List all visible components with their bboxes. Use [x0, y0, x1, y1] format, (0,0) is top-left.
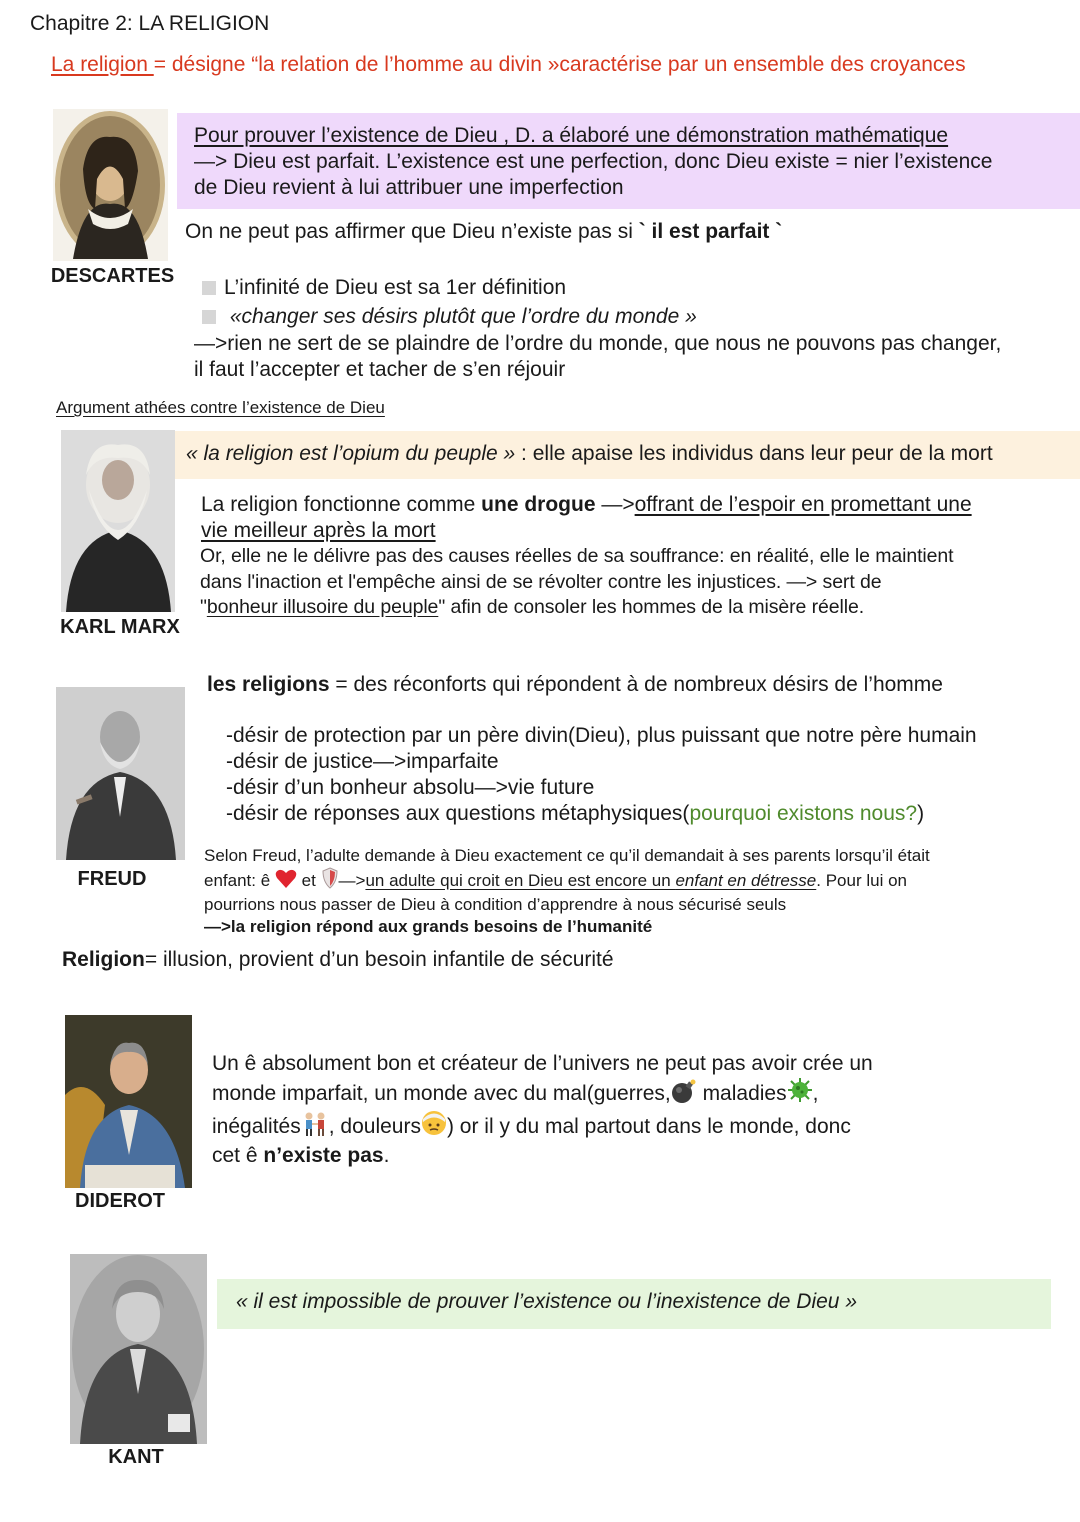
text: .: [383, 1144, 390, 1167]
people-holding-hands-icon: [301, 1112, 329, 1143]
text: ": [200, 596, 207, 618]
text: = illusion, provient d’un besoin infantile de sécurité: [144, 948, 614, 971]
text: enfant: ê: [204, 870, 275, 890]
underlined-text: [365, 871, 816, 890]
diderot-name: DIDEROT: [75, 1190, 165, 1212]
quote-suffix: : elle apaise les individus dans leur peur de la mort: [515, 442, 993, 465]
text: —>: [338, 870, 366, 890]
religion-summary: [62, 947, 614, 973]
text: -désir de réponses aux questions métaphysiques(: [226, 802, 690, 825]
descartes-statement: [185, 219, 782, 245]
descartes-portrait: [53, 109, 168, 261]
desire-item: [226, 801, 977, 827]
conclusion-line: —>rien ne sert de se plaindre de l’ordre du monde, que nous ne pouvons pas changer,: [194, 332, 1002, 355]
bold-text: Religion: [62, 948, 145, 971]
text: " afin de consoler les hommes de la misère réelle.: [438, 596, 865, 618]
green-text: pourquoi existons nous?: [689, 802, 918, 825]
injured-face-icon: [421, 1110, 447, 1143]
marx-quote: [186, 441, 993, 467]
freud-portrait: [56, 687, 185, 860]
proof-line: de Dieu revient à lui attribuer une imperfection: [194, 176, 624, 199]
statement-bold: ` il est parfait `: [638, 220, 783, 243]
descartes-bullet-2: [202, 304, 697, 330]
text-line: Or, elle ne le délivre pas des causes réelles de sa souffrance: en réalité, elle le maintient: [200, 545, 954, 567]
underlined-text: vie meilleur après la mort: [201, 519, 436, 542]
text: cet ê: [212, 1144, 264, 1167]
text-line: Selon Freud, l’adulte demande à Dieu exactement ce qu’il demandait à ses parents lorsqu’il était: [204, 846, 930, 865]
descartes-proof: [194, 123, 992, 201]
text: ) or il y du mal partout dans le monde, donc: [446, 1115, 851, 1138]
kant-name: KANT: [108, 1446, 164, 1468]
freud-desires-list: [226, 723, 977, 827]
proof-heading: Pour prouver l’existence de Dieu , D. a élaboré une démonstration mathématique: [194, 124, 949, 147]
underlined-text: offrant de l’espoir en promettant une: [634, 493, 972, 516]
bold-text: n’existe pas: [263, 1144, 384, 1167]
italic-text: enfant en détresse: [675, 870, 817, 890]
marx-portrait: [61, 430, 175, 612]
text: monde imparfait, un monde avec du mal(guerres,: [212, 1082, 671, 1105]
proof-line: —> Dieu est parfait. L’existence est une perfection, donc Dieu existe = nier l’existence: [194, 150, 993, 173]
definition-term: La religion: [51, 53, 154, 76]
quote-text: « la religion est l’opium du peuple »: [186, 442, 516, 465]
shield-icon: [321, 867, 339, 895]
text: maladies: [696, 1082, 787, 1105]
definition-text: = désigne “la relation de l’homme au divin »caractérise par un ensemble des croyances: [153, 53, 966, 76]
text: . Pour lui on: [816, 870, 907, 890]
text: ,: [812, 1082, 819, 1105]
freud-intro: [207, 672, 943, 698]
text-line: Un ê absolument bon et créateur de l’univers ne peut pas avoir crée un: [212, 1052, 873, 1075]
desire-item: -désir de justice—>imparfaite: [226, 750, 499, 773]
kant-portrait: [70, 1254, 207, 1444]
checkbox-icon: [202, 281, 216, 295]
text: inégalités: [212, 1115, 301, 1138]
freud-note: [204, 845, 930, 937]
heart-icon: [275, 869, 297, 895]
marx-name: KARL MARX: [60, 616, 180, 638]
descartes-conclusion: [194, 331, 1001, 383]
virus-icon: [787, 1077, 813, 1110]
marx-paragraph-2: [200, 544, 953, 621]
text-line: pourrions nous passer de Dieu à condition d’apprendre à nous sécurisé seuls: [204, 895, 787, 914]
kant-quote: « il est impossible de prouver l’existence ou l’inexistence de Dieu »: [236, 1290, 857, 1313]
text: , douleurs: [328, 1115, 421, 1138]
text-line: dans l'inaction et l'empêche ainsi de se révolter contre les injustices. —> sert de: [200, 570, 882, 593]
marx-paragraph-1: [201, 492, 972, 544]
desire-item: -désir d’un bonheur absolu—>vie future: [226, 776, 595, 799]
definition: [51, 52, 966, 78]
text: = des réconforts qui répondent à de nombreux désirs de l’homme: [329, 673, 943, 696]
bullet-text: L’infinité de Dieu est sa 1er définition: [224, 276, 567, 299]
checkbox-icon: [202, 310, 216, 324]
conclusion-line: il faut l’accepter et tacher de s’en réjouir: [194, 358, 566, 381]
descartes-bullet-1: [202, 275, 566, 301]
bold-text: les religions: [207, 673, 330, 696]
text: La religion fonctionne comme: [201, 493, 482, 516]
underlined-text: bonheur illusoire du peuple: [206, 596, 439, 618]
bold-text: une drogue: [481, 493, 596, 516]
descartes-name: DESCARTES: [50, 265, 175, 287]
statement-text: On ne peut pas affirmer que Dieu n’existe pas si: [185, 220, 639, 243]
bullet-text: «changer ses désirs plutôt que l’ordre du monde »: [229, 305, 697, 328]
text: ): [917, 802, 925, 825]
chapter-title: Chapitre 2: LA RELIGION: [30, 12, 270, 35]
freud-name: FREUD: [77, 868, 147, 890]
diderot-portrait: [65, 1015, 192, 1188]
desire-item: -désir de protection par un père divin(Dieu), plus puissant que notre père humain: [226, 724, 977, 747]
bold-line: —>la religion répond aux grands besoins de l’humanité: [204, 916, 653, 936]
text: un adulte qui croit en Dieu est encore un: [365, 870, 676, 890]
text: et: [296, 870, 321, 890]
section-heading-atheist: Argument athées contre l’existence de Dieu: [56, 398, 385, 417]
bomb-icon: [671, 1079, 697, 1110]
diderot-paragraph: [212, 1051, 873, 1169]
text: —>: [595, 493, 635, 516]
